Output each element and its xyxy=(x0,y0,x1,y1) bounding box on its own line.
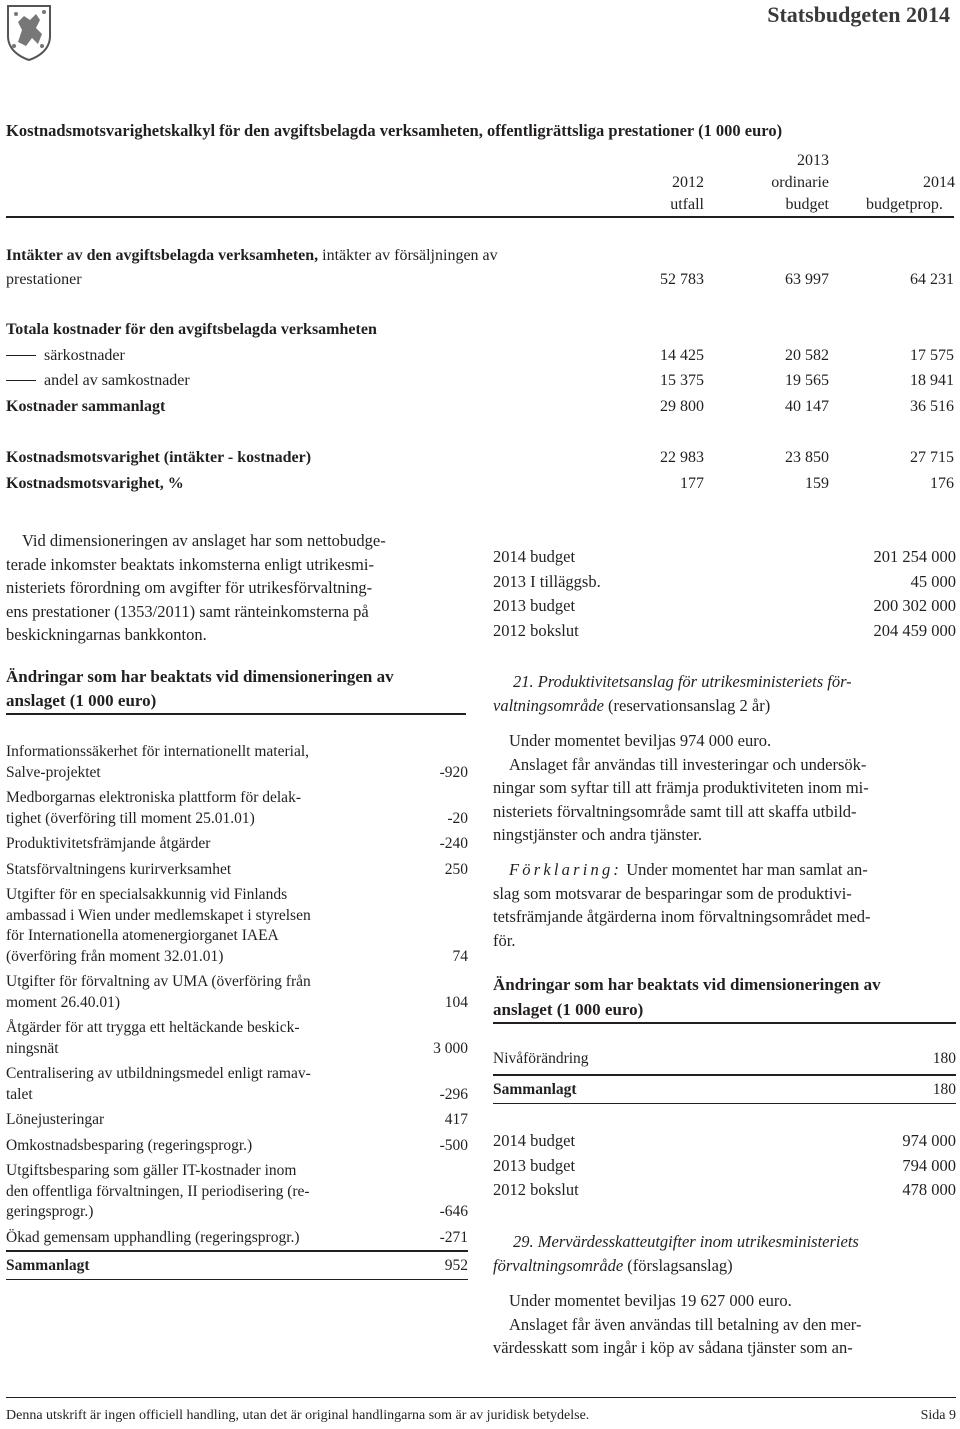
row-kostnadsmotsvarighet-2012: 22 983 xyxy=(660,449,704,466)
row-intakter-2012: 52 783 xyxy=(660,271,704,288)
row-sarkostnader-label: särkostnader xyxy=(6,346,125,366)
table-header-rule xyxy=(6,216,954,218)
row-kostnader-sammanlagt-2013: 40 147 xyxy=(785,398,829,415)
row-intakter-2014: 64 231 xyxy=(910,271,954,288)
budget-row: 2013 I tilläggsb. 45 000 xyxy=(493,571,956,591)
section-21-explanation: Förklaring: Under momentet har man samlat an- slag som motsvarar de besparingar som de produktivi- tetsfrämjande åtgärderna inom förvaltningsområdet med- för. xyxy=(493,860,871,950)
row-sarkostnader-2014: 17 575 xyxy=(910,347,954,364)
left-changes-heading: Ändringar som har beaktats vid dimensioneringen av anslaget (1 000 euro) xyxy=(6,667,394,710)
right-budget-table-1 xyxy=(493,545,956,643)
row-kostnader-sammanlagt-2014: 36 516 xyxy=(910,398,954,415)
list-item: Medborgarnas elektroniska plattform för delak- tighet (överföring till moment 25.01.01) -20 xyxy=(6,789,468,827)
col-2013-ordinarie: ordinarie xyxy=(771,174,829,191)
section-21-body: Under momentet beviljas 974 000 euro. Anslaget får användas till investeringar och undersök- ningar som syftar till att främja produktiviteten inom mi- nisteriets förvaltningsområde samt till att skaffa utbild- ningstjänster och andra tjänster. xyxy=(493,731,869,844)
row-samkostnader-label: andel av samkostnader xyxy=(6,371,190,391)
row-sarkostnader-2013: 20 582 xyxy=(785,347,829,364)
list-item: Åtgärder för att trygga ett heltäckande beskick- ningsnät 3 000 xyxy=(6,1019,468,1057)
section-29-title: 29. Mervärdesskatteutgifter inom utrikesministeriets förvaltningsområde (förslagsanslag) xyxy=(493,1232,859,1275)
row-intakter-label-1: Intäkter av den avgiftsbelagda verksamheten, intäkter av försäljningen av xyxy=(6,247,498,264)
budget-row: 2014 budget 201 254 000 xyxy=(493,547,956,566)
col-2013-year: 2013 xyxy=(797,152,829,169)
row-kostnadsmotsvarighet-2013: 23 850 xyxy=(785,449,829,466)
section-29-body: Under momentet beviljas 19 627 000 euro. Anslaget får även användas till betalning av den mer- värdesskatt som ingår i köp av sådana tjänster som an- xyxy=(493,1291,862,1357)
row-sarkostnader-2012: 14 425 xyxy=(660,347,704,364)
row-intakter-2013: 63 997 xyxy=(785,271,829,288)
table-title: Kostnadsmotsvarighetskalkyl för den avgiftsbelagda verksamheten, offentligrättsliga prestationer (1 000 euro) xyxy=(6,121,783,140)
left-intro-paragraph: Vid dimensioneringen av anslaget har som nettobudge- terade inkomster beaktats inkomsterna enligt utrikesmi- nisteriets förordning om avgifter för utrikesförvaltning- ens prestationer (1353/2011) samt ränteinkomsterna på beskickningarnas bankkonton. xyxy=(6,531,386,644)
right-changes-heading: Ändringar som har beaktats vid dimensioneringen av anslaget (1 000 euro) xyxy=(493,975,881,1019)
right-total-row: Sammanlagt 180 xyxy=(493,1076,956,1105)
col-2012-type: utfall xyxy=(670,196,704,213)
row-kostnader-sammanlagt-2012: 29 800 xyxy=(660,398,704,415)
list-item: Utgifter för en specialsakkunnig vid Finlands ambassad i Wien under medlemskapet i styrelsen för Internationella atomenergiorganet IAEA (överföring från moment 32.01.01) 74 xyxy=(6,886,468,965)
row-kostnadsmotsvarighet-label: Kostnadsmotsvarighet (intäkter - kostnader) xyxy=(6,449,312,466)
right-changes-list xyxy=(493,1049,956,1104)
right-heading-rule xyxy=(493,1022,956,1024)
row-kostnadsmotsvarighet-percent-2012: 177 xyxy=(680,475,704,492)
budget-row: 2014 budget 974 000 xyxy=(493,1131,956,1150)
list-item: Omkostnadsbesparing (regeringsprogr.) -500 xyxy=(6,1136,468,1154)
row-kostnadsmotsvarighet-2014: 27 715 xyxy=(910,449,954,466)
col-2014-type: budgetprop. xyxy=(866,196,943,213)
footer-disclaimer: Denna utskrift är ingen officiell handling, utan det är original handlingarna som är av juridisk betydelse. xyxy=(6,1408,590,1423)
left-heading-rule xyxy=(6,713,466,715)
row-samkostnader-2012: 15 375 xyxy=(660,372,704,389)
row-totala-kostnader-heading: Totala kostnader för den avgiftsbelagda verksamheten xyxy=(6,321,377,338)
right-budget-table-2 xyxy=(493,1129,956,1203)
col-2014-year: 2014 xyxy=(923,174,955,191)
list-item: Lönejusteringar 417 xyxy=(6,1111,468,1128)
document-header-title: Statsbudgeten 2014 xyxy=(767,2,950,27)
row-kostnadsmotsvarighet-percent-2013: 159 xyxy=(805,475,829,492)
left-changes-list xyxy=(6,742,468,1280)
budget-row: 2013 budget 200 302 000 xyxy=(493,596,956,615)
row-kostnadsmotsvarighet-percent-2014: 176 xyxy=(930,475,954,492)
row-intakter-label-2: prestationer xyxy=(6,271,82,288)
col-2013-type: budget xyxy=(785,196,829,213)
list-item: Utgifter för förvaltning av UMA (överföring från moment 26.40.01) 104 xyxy=(6,973,468,1011)
budget-row: 2013 budget 794 000 xyxy=(493,1155,956,1175)
coat-of-arms-lion-logo xyxy=(4,2,54,62)
list-item: Produktivitetsfrämjande åtgärder -240 xyxy=(6,835,468,852)
list-item: Utgiftsbesparing som gäller IT-kostnader inom den offentliga förvaltningen, II periodisering (re- geringsprogr.) -646 xyxy=(6,1162,468,1220)
col-2012-year: 2012 xyxy=(672,174,704,191)
row-samkostnader-2013: 19 565 xyxy=(785,372,829,389)
list-item: Informationssäkerhet för internationellt material, Salve-projektet -920 xyxy=(6,743,468,781)
page-number: Sida 9 xyxy=(920,1408,956,1423)
row-samkostnader-2014: 18 941 xyxy=(910,372,954,389)
footer-rule xyxy=(6,1397,956,1398)
budget-row: 2012 bokslut 204 459 000 xyxy=(493,620,956,640)
list-item: Nivåförändring 180 xyxy=(493,1049,956,1076)
list-item: Statsförvaltningens kurirverksamhet 250 xyxy=(6,860,468,878)
budget-row: 2012 bokslut 478 000 xyxy=(493,1180,956,1199)
list-item: Centralisering av utbildningsmedel enligt ramav- talet -296 xyxy=(6,1065,468,1103)
list-item: Ökad gemensam upphandling (regeringsprogr.) -271 xyxy=(6,1228,468,1253)
left-total-row: Sammanlagt 952 xyxy=(6,1256,468,1280)
section-21-title: 21. Produktivitetsanslag för utrikesministeriets för- valtningsområde (reservationsanslag 2 år) xyxy=(493,672,852,715)
row-kostnader-sammanlagt-label: Kostnader sammanlagt xyxy=(6,398,166,415)
row-kostnadsmotsvarighet-percent-label: Kostnadsmotsvarighet, % xyxy=(6,475,184,492)
